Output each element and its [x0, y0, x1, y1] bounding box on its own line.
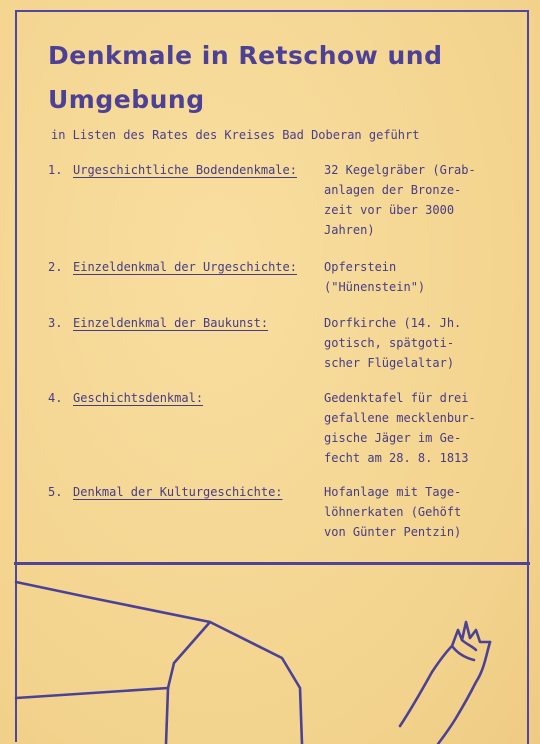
item-category: Einzeldenkmal der Urgeschichte:	[73, 260, 297, 274]
item-description: Hofanlage mit Tage- löhnerkaten (Gehöft von Günter Pentzin)	[324, 485, 462, 539]
page-title: Denkmale in Retschow und Umgebung	[48, 41, 443, 114]
item-description: Dorfkirche (14. Jh. gotisch, spätgoti- scher Flügelaltar)	[324, 316, 462, 370]
item-description: Opferstein ("Hünenstein")	[324, 260, 426, 294]
raised-hand-drawing-icon	[400, 622, 490, 744]
item-description: 32 Kegelgräber (Grab- anlagen der Bronze- zeit vor über 3000 Jahren)	[324, 163, 476, 237]
subtitle: in Listen des Rates des Kreises Bad Doberan geführt	[51, 128, 420, 142]
item-category: Denkmal der Kulturgeschichte:	[73, 485, 283, 499]
item-number: 2.	[48, 260, 63, 274]
item-number: 1.	[48, 163, 63, 177]
illustration	[0, 560, 540, 744]
item-description: Gedenktafel für drei gefallene mecklenbur- gische Jäger im Ge- fecht am 28. 8. 1813	[324, 391, 476, 465]
frame-top-line	[16, 10, 529, 12]
item-number: 3.	[48, 316, 63, 330]
item-number: 5.	[48, 485, 63, 499]
item-number: 4.	[48, 391, 63, 405]
item-category: Geschichtsdenkmal:	[73, 391, 204, 405]
stone-drawing-icon	[16, 582, 302, 744]
item-category: Urgeschichtliche Bodendenkmale:	[73, 163, 297, 177]
item-category: Einzeldenkmal der Baukunst:	[73, 316, 269, 330]
